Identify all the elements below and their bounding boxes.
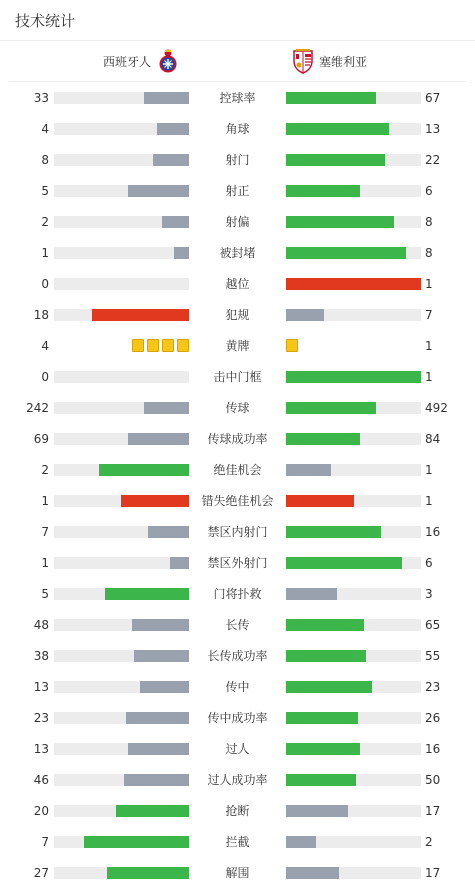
- home-stat-bar: [54, 743, 189, 755]
- stat-row: [0, 516, 475, 547]
- stat-label: 黄牌: [225, 339, 250, 353]
- away-stat-bar-fill: [286, 805, 348, 817]
- home-stat-value: 8: [41, 153, 49, 167]
- away-stat-bar: [286, 402, 421, 414]
- home-stat-value: 38: [33, 649, 49, 663]
- home-stat-bar-fill: [92, 309, 189, 321]
- away-stat-value: 1: [425, 339, 433, 353]
- away-stat-bar-fill: [286, 681, 372, 693]
- stat-label: 传中: [225, 680, 250, 694]
- yellow-card-icon: [177, 339, 189, 352]
- home-stat-bar-fill: [134, 650, 189, 662]
- home-stat-bar-fill: [107, 867, 189, 879]
- stat-label: 过人: [225, 742, 250, 756]
- away-stat-bar: [286, 588, 421, 600]
- away-stat-value: 1: [425, 494, 433, 508]
- away-stat-value: 1: [425, 277, 433, 291]
- away-stat-value: 23: [425, 680, 441, 694]
- away-stat-bar: [286, 92, 421, 104]
- away-stat-value: 16: [425, 742, 441, 756]
- home-stat-value: 242: [26, 401, 49, 415]
- stat-label: 绝佳机会: [213, 463, 262, 477]
- yellow-card-icon: [147, 339, 159, 352]
- away-stat-bar: [286, 805, 421, 817]
- stat-label: 拦截: [225, 835, 250, 849]
- home-stat-bar: [54, 867, 189, 879]
- stat-label: 射门: [225, 153, 250, 167]
- home-stat-bar: [54, 681, 189, 693]
- home-stat-value: 69: [33, 432, 49, 446]
- away-stat-value: 8: [425, 246, 433, 260]
- away-stat-bar: [286, 309, 421, 321]
- home-stat-bar: [54, 433, 189, 445]
- home-stat-value: 5: [41, 587, 49, 601]
- home-stat-bar: [54, 247, 189, 259]
- away-stat-bar: [286, 123, 421, 135]
- stat-row: [0, 733, 475, 764]
- stat-label: 禁区外射门: [207, 556, 268, 570]
- away-stat-bar-fill: [286, 743, 360, 755]
- stat-row: [0, 361, 475, 392]
- home-stat-bar: [54, 464, 189, 476]
- stat-row: [0, 82, 475, 113]
- home-stat-bar: [54, 712, 189, 724]
- stat-row: [0, 795, 475, 826]
- away-stat-value: 13: [425, 122, 441, 136]
- yellow-card-icon: [162, 339, 174, 352]
- away-stat-bar: [286, 185, 421, 197]
- away-stat-bar: [286, 154, 421, 166]
- home-stat-value: 46: [33, 773, 49, 787]
- home-stat-value: 5: [41, 184, 49, 198]
- home-stat-bar: [54, 371, 189, 383]
- home-stat-value: 1: [41, 556, 49, 570]
- stat-label: 射偏: [225, 215, 250, 229]
- home-stat-bar: [54, 588, 189, 600]
- away-stat-bar-fill: [286, 712, 358, 724]
- away-stat-bar: [286, 495, 421, 507]
- stat-label: 控球率: [219, 91, 256, 105]
- page-title: 技术统计: [15, 11, 76, 30]
- stat-row: [0, 454, 475, 485]
- home-stat-bar: [54, 309, 189, 321]
- stat-row: [0, 175, 475, 206]
- away-stat-bar-fill: [286, 402, 376, 414]
- away-stat-bar: [286, 619, 421, 631]
- stat-row: [0, 330, 475, 361]
- sevilla-crest-icon: [292, 48, 314, 74]
- stat-label: 被封堵: [219, 246, 256, 260]
- home-stat-value: 1: [41, 494, 49, 508]
- home-stat-bar: [54, 774, 189, 786]
- away-stat-value: 84: [425, 432, 441, 446]
- home-stat-bar: [54, 557, 189, 569]
- home-stat-bar: [54, 526, 189, 538]
- away-stat-bar-fill: [286, 123, 389, 135]
- home-stat-value: 33: [33, 91, 49, 105]
- yellow-card-icon: [132, 339, 144, 352]
- away-stat-value: 6: [425, 184, 433, 198]
- away-stat-bar: [286, 433, 421, 445]
- away-stat-bar-fill: [286, 185, 360, 197]
- stat-label: 长传: [225, 618, 250, 632]
- espanyol-crest-icon: [157, 48, 179, 74]
- home-stat-value: 7: [41, 835, 49, 849]
- away-stat-bar: [286, 650, 421, 662]
- home-stat-bar-fill: [128, 185, 189, 197]
- stat-row: [0, 299, 475, 330]
- away-stat-bar-fill: [286, 588, 337, 600]
- stat-label: 越位: [225, 277, 250, 291]
- away-stat-bar-fill: [286, 836, 316, 848]
- home-yellow-cards: [132, 339, 189, 352]
- home-stat-bar: [54, 154, 189, 166]
- home-stat-value: 20: [33, 804, 49, 818]
- stat-label: 传中成功率: [207, 711, 268, 725]
- away-stat-value: 65: [425, 618, 441, 632]
- away-stat-value: 6: [425, 556, 433, 570]
- home-stat-value: 4: [41, 122, 49, 136]
- away-stat-bar-fill: [286, 216, 394, 228]
- stat-row: [0, 609, 475, 640]
- home-stat-bar: [54, 805, 189, 817]
- away-stat-bar: [286, 247, 421, 259]
- home-team[interactable]: [103, 41, 179, 81]
- home-stat-bar-fill: [126, 712, 189, 724]
- away-stat-bar: [286, 712, 421, 724]
- stat-label: 错失绝佳机会: [201, 494, 274, 508]
- home-stat-bar: [54, 495, 189, 507]
- home-stat-bar-fill: [99, 464, 189, 476]
- away-stat-value: 8: [425, 215, 433, 229]
- home-stat-bar-fill: [174, 247, 189, 259]
- home-stat-bar: [54, 836, 189, 848]
- away-stat-value: 26: [425, 711, 441, 725]
- home-stat-bar-fill: [144, 92, 189, 104]
- home-stat-bar-fill: [140, 681, 189, 693]
- away-stat-bar-fill: [286, 464, 331, 476]
- away-stat-bar-fill: [286, 433, 360, 445]
- stat-row: [0, 671, 475, 702]
- home-stat-bar: [54, 402, 189, 414]
- stats-list: [0, 82, 475, 888]
- home-stat-bar-fill: [121, 495, 189, 507]
- stat-row: [0, 237, 475, 268]
- stat-row: [0, 485, 475, 516]
- title-bar: [0, 0, 475, 41]
- team-header: [9, 41, 466, 82]
- away-stat-value: 3: [425, 587, 433, 601]
- home-stat-bar: [54, 278, 189, 290]
- away-stat-bar: [286, 774, 421, 786]
- home-stat-bar-fill: [153, 154, 189, 166]
- away-stat-value: 1: [425, 463, 433, 477]
- stat-row: [0, 764, 475, 795]
- stat-label: 犯规: [225, 308, 250, 322]
- home-stat-bar: [54, 123, 189, 135]
- home-stat-value: 18: [33, 308, 49, 322]
- home-stat-value: 7: [41, 525, 49, 539]
- stat-row: [0, 423, 475, 454]
- home-stat-bar-fill: [132, 619, 189, 631]
- home-stat-bar-fill: [116, 805, 189, 817]
- away-yellow-cards: [286, 339, 298, 352]
- home-stat-value: 1: [41, 246, 49, 260]
- away-stat-bar-fill: [286, 495, 354, 507]
- stat-row: [0, 113, 475, 144]
- home-stat-value: 27: [33, 866, 49, 880]
- stat-label: 传球: [225, 401, 250, 415]
- home-stat-value: 0: [41, 277, 49, 291]
- stat-row: [0, 857, 475, 888]
- home-stat-value: 0: [41, 370, 49, 384]
- home-stat-bar-fill: [170, 557, 189, 569]
- stat-label: 禁区内射门: [207, 525, 268, 539]
- away-stat-bar-fill: [286, 154, 385, 166]
- stat-row: [0, 826, 475, 857]
- stat-label: 抢断: [225, 804, 250, 818]
- stat-row: [0, 392, 475, 423]
- away-stat-value: 16: [425, 525, 441, 539]
- away-stat-bar-fill: [286, 619, 364, 631]
- stat-label: 门将扑救: [213, 587, 262, 601]
- home-stat-bar-fill: [84, 836, 189, 848]
- away-stat-value: 1: [425, 370, 433, 384]
- away-stat-bar: [286, 867, 421, 879]
- home-stat-bar-fill: [128, 433, 189, 445]
- away-stat-value: 17: [425, 804, 441, 818]
- stat-label: 解围: [225, 866, 250, 880]
- home-stat-bar-fill: [124, 774, 189, 786]
- home-stat-value: 23: [33, 711, 49, 725]
- away-team-name: 塞维利亚: [319, 54, 368, 69]
- away-stat-value: 67: [425, 91, 441, 105]
- away-stat-value: 7: [425, 308, 433, 322]
- away-stat-bar-fill: [286, 526, 381, 538]
- stat-row: [0, 206, 475, 237]
- away-stat-value: 22: [425, 153, 441, 167]
- home-stat-value: 2: [41, 463, 49, 477]
- away-stat-bar: [286, 681, 421, 693]
- stat-row: [0, 702, 475, 733]
- home-stat-bar-fill: [128, 743, 189, 755]
- stat-row: [0, 144, 475, 175]
- home-stat-value: 2: [41, 215, 49, 229]
- stat-label: 角球: [225, 122, 250, 136]
- away-stat-bar: [286, 743, 421, 755]
- away-stat-bar: [286, 278, 421, 290]
- home-stat-bar: [54, 185, 189, 197]
- stat-label: 长传成功率: [207, 649, 268, 663]
- home-stat-value: 13: [33, 742, 49, 756]
- away-stat-bar: [286, 464, 421, 476]
- home-stat-bar: [54, 619, 189, 631]
- away-stat-value: 492: [425, 401, 448, 415]
- home-stat-bar-fill: [157, 123, 189, 135]
- away-stat-bar: [286, 526, 421, 538]
- home-stat-bar-fill: [148, 526, 189, 538]
- away-stat-bar-fill: [286, 92, 376, 104]
- away-stat-bar: [286, 836, 421, 848]
- home-stat-value: 48: [33, 618, 49, 632]
- home-stat-bar: [54, 216, 189, 228]
- away-stat-bar-fill: [286, 309, 324, 321]
- away-stat-bar-fill: [286, 774, 356, 786]
- away-stat-value: 2: [425, 835, 433, 849]
- away-stat-bar: [286, 371, 421, 383]
- away-stat-bar: [286, 216, 421, 228]
- away-team[interactable]: [292, 41, 367, 81]
- stat-row: [0, 547, 475, 578]
- stat-row: [0, 578, 475, 609]
- away-stat-bar-fill: [286, 371, 421, 383]
- home-stat-value: 4: [41, 339, 49, 353]
- stat-label: 过人成功率: [207, 773, 268, 787]
- away-stat-bar-fill: [286, 650, 366, 662]
- home-stat-bar-fill: [144, 402, 189, 414]
- home-stat-value: 13: [33, 680, 49, 694]
- stat-label: 射正: [225, 184, 250, 198]
- away-stat-bar-fill: [286, 867, 339, 879]
- away-stat-bar-fill: [286, 278, 421, 290]
- away-stat-value: 55: [425, 649, 441, 663]
- home-stat-bar: [54, 92, 189, 104]
- stat-row: [0, 268, 475, 299]
- stat-label: 击中门框: [213, 370, 262, 384]
- home-stat-bar-fill: [105, 588, 189, 600]
- home-stat-bar-fill: [162, 216, 189, 228]
- home-team-name: 西班牙人: [102, 54, 151, 69]
- away-stat-value: 17: [425, 866, 441, 880]
- away-stat-bar-fill: [286, 247, 406, 259]
- home-stat-bar: [54, 650, 189, 662]
- stat-label: 传球成功率: [207, 432, 268, 446]
- yellow-card-icon: [286, 339, 298, 352]
- stat-row: [0, 640, 475, 671]
- away-stat-value: 50: [425, 773, 441, 787]
- away-stat-bar: [286, 557, 421, 569]
- away-stat-bar-fill: [286, 557, 402, 569]
